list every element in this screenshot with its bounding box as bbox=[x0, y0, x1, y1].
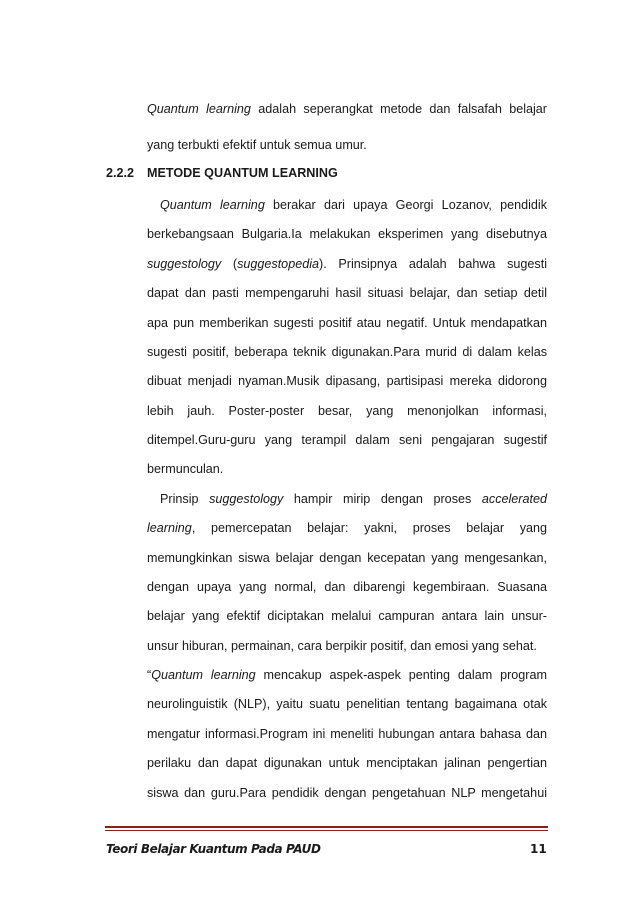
text-line: dapat dan pasti mempengaruhi hasil situasi belajar, dan setiap detil bbox=[147, 286, 547, 300]
text-line: siswa dan guru.Para pendidik dengan pengetahuan NLP mengetahui bbox=[147, 786, 547, 800]
text-line: neurolinguistik (NLP), yaitu suatu penelitian tentang bagaimana otak bbox=[147, 697, 547, 711]
text-line: unsur hiburan, permainan, cara berpikir positif, dan emosi yang sehat. bbox=[147, 639, 537, 653]
section-heading bbox=[106, 165, 338, 181]
text-line: Quantum learning berakar dari upaya Georgi Lozanov, pendidik bbox=[160, 198, 547, 212]
text-line: dibuat menjadi nyaman.Musik dipasang, partisipasi mereka didorong bbox=[147, 374, 547, 388]
page-number: 11 bbox=[530, 842, 547, 856]
text-line: Quantum learning adalah seperangkat metode dan falsafah belajar bbox=[147, 102, 547, 116]
text-line: dengan upaya yang normal, dan dibarengi kegembiraan. Suasana bbox=[147, 580, 547, 594]
text-line: berkebangsaan Bulgaria.Ia melakukan eksperimen yang disebutnya bbox=[147, 227, 547, 241]
text-line: sugesti positif, beberapa teknik digunakan.Para murid di dalam kelas bbox=[147, 345, 547, 359]
text-line: apa pun memberikan sugesti positif atau negatif. Untuk mendapatkan bbox=[147, 316, 547, 330]
italic-term: learning bbox=[147, 521, 192, 535]
text-line: lebih jauh. Poster-poster besar, yang menonjolkan informasi, bbox=[147, 404, 547, 418]
text-line: perilaku dan dapat digunakan untuk menciptakan jalinan pengertian bbox=[147, 756, 547, 770]
italic-term: Quantum learning bbox=[160, 198, 265, 212]
italic-term: Quantum learning bbox=[147, 102, 251, 116]
text-line: learning, pemercepatan belajar: yakni, proses belajar yang bbox=[147, 521, 547, 535]
text-line: Prinsip suggestology hampir mirip dengan proses accelerated bbox=[160, 492, 547, 506]
section-title: METODE QUANTUM LEARNING bbox=[147, 166, 338, 180]
text-line: belajar yang efektif diciptakan melalui campuran antara lain unsur- bbox=[147, 609, 547, 623]
section-number: 2.2.2 bbox=[106, 166, 135, 180]
footer-divider bbox=[105, 826, 548, 828]
italic-term: suggestology bbox=[209, 492, 284, 506]
text-line: mengatur informasi.Program ini meneliti hubungan antara bahasa dan bbox=[147, 727, 547, 741]
text-line: suggestology (suggestopedia). Prinsipnya adalah bahwa sugesti bbox=[147, 257, 547, 271]
text-line: memungkinkan siswa belajar dengan kecepatan yang mengesankan, bbox=[147, 551, 547, 565]
text-line: ditempel.Guru-guru yang terampil dalam seni pengajaran sugestif bbox=[147, 433, 547, 447]
italic-term: Quantum learning bbox=[151, 668, 256, 682]
italic-term: suggestology bbox=[147, 257, 222, 271]
italic-term: accelerated bbox=[481, 492, 547, 506]
italic-term: suggestopedia bbox=[237, 257, 320, 271]
text-line: bermunculan. bbox=[147, 462, 224, 476]
text-line: yang terbukti efektif untuk semua umur. bbox=[147, 138, 367, 152]
footer-title: Teori Belajar Kuantum Pada PAUD bbox=[106, 842, 321, 856]
footer-divider-thin bbox=[105, 830, 548, 831]
text-line: “Quantum learning mencakup aspek-aspek penting dalam program bbox=[147, 668, 547, 682]
